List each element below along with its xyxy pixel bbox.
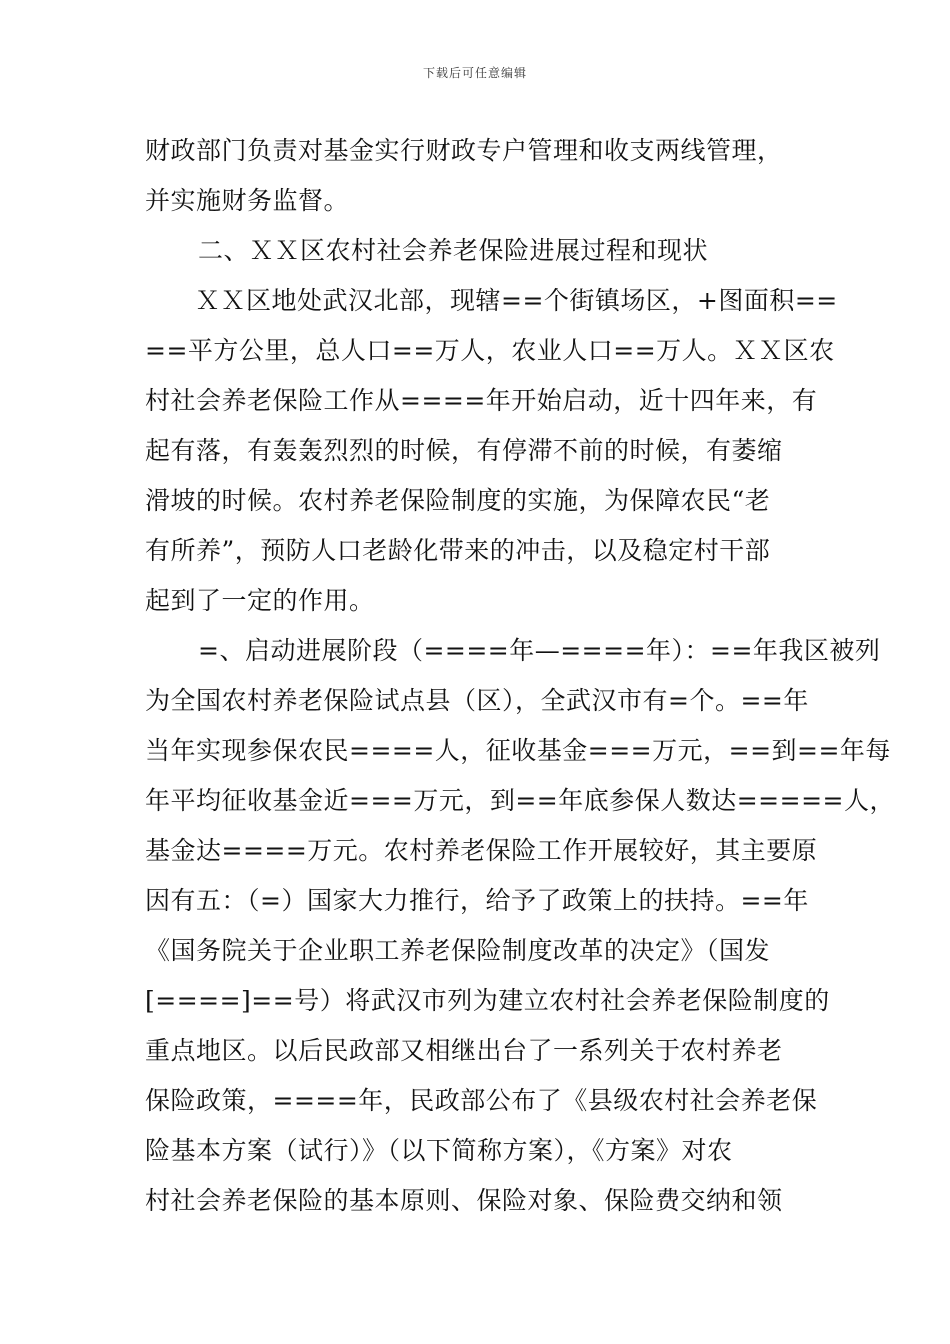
text-line: 当年实现参保农民====人，征收基金===万元，==到==年每	[145, 736, 891, 765]
text-line: 有所养”，预防人口老龄化带来的冲击，以及稳定村干部	[145, 536, 771, 565]
text-line: 因有五：（=）国家大力推行，给予了政策上的扶持。==年	[145, 886, 809, 915]
text-line: 财政部门负责对基金实行财政专户管理和收支两线管理，	[145, 136, 783, 165]
text-line: 村社会养老保险的基本原则、保险对象、保险费交纳和领	[145, 1186, 783, 1215]
text-line: 村社会养老保险工作从====年开始启动，近十四年来，有	[145, 386, 818, 415]
text-line: 为全国农村养老保险试点县（区），全武汉市有=个。==年	[145, 686, 809, 715]
page-header: 下载后可任意编辑	[422, 66, 527, 80]
text-line: 起有落，有轰轰烈烈的时候，有停滞不前的时候，有萎缩	[145, 436, 783, 465]
text-line: 《国务院关于企业职工养老保险制度改革的决定》（国发	[145, 936, 771, 965]
text-line: 起到了一定的作用。	[145, 586, 375, 615]
document-body	[145, 126, 895, 1226]
text-line: ==平方公里，总人口==万人，农业人口==万人。ＸＸ区农	[145, 336, 835, 365]
section-heading: 二、ＸＸ区农村社会养老保险进展过程和现状	[198, 236, 709, 265]
text-line: 并实施财务监督。	[145, 186, 350, 215]
text-line: 险基本方案（试行）》（以下简称方案），《方案》对农	[145, 1136, 733, 1165]
text-line: ＸＸ区地处武汉北部，现辖==个街镇场区，+图面积==	[195, 286, 838, 315]
text-line: 年平均征收基金近===万元，到==年底参保人数达=====人，	[145, 786, 895, 815]
subsection-heading: =、启动进展阶段（====年—====年）：==年我区被列	[198, 636, 881, 665]
text-line: [====]==号）将武汉市列为建立农村社会养老保险制度的	[145, 986, 830, 1015]
text-line: 基金达====万元。农村养老保险工作开展较好，其主要原	[145, 836, 818, 865]
text-line: 滑坡的时候。农村养老保险制度的实施，为保障农民“老	[145, 486, 771, 515]
text-line: 保险政策，====年，民政部公布了《县级农村社会养老保	[145, 1086, 818, 1115]
text-line: 重点地区。以后民政部又相继出台了一系列关于农村养老	[145, 1036, 783, 1065]
